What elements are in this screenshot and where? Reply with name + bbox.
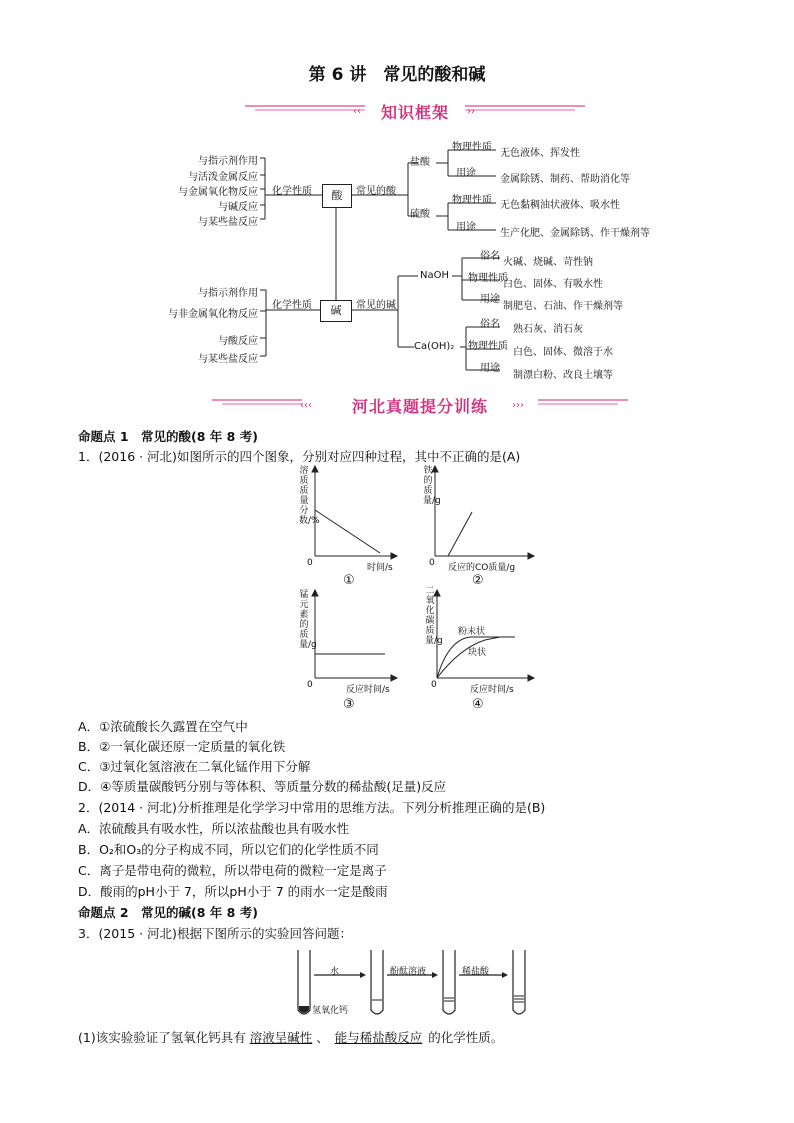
caoh-phys: 白色、固体、微溶于水 — [513, 347, 613, 358]
calcium-hydroxide-label: 氢氧化钙 — [312, 1006, 349, 1016]
base-prop-1: 与指示剂作用 — [198, 288, 258, 299]
g3-ylabel: 锰元素的质量/g — [299, 590, 317, 650]
q1-stem: 1．(2016 · 河北)如图所示的四个图象，分别对应四种过程，其中不正确的是(A) — [78, 449, 521, 464]
g4-number: ④ — [472, 697, 484, 712]
q1-option-b: B．②一氧化碳还原一定质量的氧化铁 — [78, 739, 286, 754]
g1-ylabel: 溶质质量分数/% — [299, 466, 320, 526]
svg-text:››: ›› — [467, 106, 475, 117]
acid-prop-3: 与金属氧化物反应 — [178, 187, 258, 198]
section-1-heading: 命题点 1 常见的酸(8 年 8 考) — [78, 429, 258, 444]
q3-separator: 、 — [316, 1030, 329, 1045]
acid-prop-5: 与某些盐反应 — [198, 217, 258, 228]
g4-series-powder: 粉末状 — [458, 627, 486, 637]
h2so4-phys: 无色黏稠油状液体、吸水性 — [500, 200, 620, 211]
caoh-label: Ca(OH)₂ — [414, 341, 455, 352]
caoh-name-label: 俗名 — [480, 319, 500, 330]
acid-prop-4: 与碱反应 — [218, 202, 258, 213]
svg-text:‹‹‹: ‹‹‹ — [300, 400, 312, 411]
hcl-use-label: 用途 — [456, 168, 476, 179]
q2-option-c: C．离子是带电荷的微粒，所以带电荷的微粒一定是离子 — [78, 863, 387, 878]
g4-xlabel: 反应时间/s — [470, 685, 514, 695]
base-prop-2: 与非金属氧化物反应 — [168, 309, 258, 320]
caoh-name: 熟石灰、消石灰 — [513, 324, 583, 335]
naoh-use: 制肥皂、石油、作干燥剂等 — [503, 301, 623, 312]
q3-blank-1: 溶液呈碱性 — [249, 1030, 313, 1045]
naoh-use-label: 用途 — [480, 294, 500, 305]
h2so4-use-label: 用途 — [456, 222, 476, 233]
g2-xlabel: 反应的CO质量/g — [448, 563, 516, 573]
banner-title: 河北真题提分训练 — [351, 397, 488, 416]
naoh-name-label: 俗名 — [480, 251, 500, 262]
caoh-use-label: 用途 — [480, 363, 500, 374]
caoh-use: 制漂白粉、改良土壤等 — [513, 370, 613, 381]
g2-ylabel: 铁的质量/g — [423, 466, 441, 506]
q3-blank-2: 能与稀盐酸反应 — [334, 1030, 423, 1045]
svg-text:›››: ››› — [512, 400, 524, 411]
q1-option-c: C．③过氧化氢溶液在二氧化锰作用下分解 — [78, 759, 311, 774]
q3-stem: 3．(2015 · 河北)根据下图所示的实验回答问题： — [78, 926, 352, 941]
q2-option-d: D．酸雨的pH小于 7，所以pH小于 7 的雨水一定是酸雨 — [78, 884, 388, 899]
dilute-hcl-label: 稀盐酸 — [462, 967, 490, 977]
caoh-phys-label: 物理性质 — [468, 341, 508, 352]
section-2-heading: 命题点 2 常见的碱(8 年 8 考) — [78, 905, 258, 920]
hcl-phys-label: 物理性质 — [452, 142, 492, 153]
g1-xlabel: 时间/s — [367, 563, 393, 573]
g4-series-lump: 块状 — [468, 648, 487, 658]
base-chem-label: 化学性质 — [272, 300, 312, 311]
naoh-name: 火碱、烧碱、苛性钠 — [503, 257, 593, 268]
g1-number: ① — [343, 573, 355, 588]
naoh-phys-label: 物理性质 — [468, 273, 508, 284]
phenolphthalein-label: 酚酞溶液 — [390, 967, 427, 977]
base-prop-4: 与某些盐反应 — [198, 354, 258, 365]
hcl-label: 盐酸 — [410, 157, 430, 168]
acid-prop-1: 与指示剂作用 — [198, 156, 258, 167]
q3-sub1 — [78, 1028, 503, 1046]
naoh-phys: 白色、固体、有吸水性 — [503, 279, 603, 290]
base-box: 碱 — [320, 300, 352, 322]
hcl-phys: 无色液体、挥发性 — [500, 148, 580, 159]
base-common-label: 常见的碱 — [356, 300, 396, 311]
naoh-label: NaOH — [420, 270, 449, 281]
h2so4-phys-label: 物理性质 — [452, 195, 492, 206]
page-title: 第 6 讲 常见的酸和碱 — [308, 65, 486, 85]
g4-origin: 0 — [431, 680, 437, 690]
g2-origin: 0 — [429, 558, 435, 568]
water-label: 水 — [330, 967, 340, 977]
g4-ylabel: 二氧化碳质量/g — [425, 586, 443, 646]
acid-chem-label: 化学性质 — [272, 186, 312, 197]
h2so4-use: 生产化肥、金属除锈、作干燥剂等 — [500, 228, 650, 239]
q3-sub1-prefix: (1)该实验验证了氢氧化钙具有 — [78, 1030, 246, 1045]
q2-option-b: B．O₂和O₃的分子构成不同，所以它们的化学性质不同 — [78, 842, 379, 857]
h2so4-label: 硫酸 — [410, 209, 430, 220]
acid-prop-2: 与活泼金属反应 — [188, 172, 258, 183]
g3-origin: 0 — [307, 680, 313, 690]
svg-text:‹‹: ‹‹ — [353, 106, 361, 117]
banner-title: 知识框架 — [380, 103, 449, 122]
g1-origin: 0 — [307, 558, 313, 568]
base-prop-3: 与酸反应 — [218, 336, 258, 347]
g2-number: ② — [472, 573, 484, 588]
g3-xlabel: 反应时间/s — [346, 685, 390, 695]
q1-option-a: A．①浓硫酸长久露置在空气中 — [78, 719, 248, 734]
q2-option-a: A．浓硫酸具有吸水性，所以浓盐酸也具有吸水性 — [78, 821, 350, 836]
q2-stem: 2．(2014 · 河北)分析推理是化学学习中常用的思维方法。下列分析推理正确的是(B) — [78, 800, 546, 815]
q3-sub1-suffix: 的化学性质。 — [428, 1030, 504, 1045]
hcl-use: 金属除锈、制药、帮助消化等 — [500, 174, 630, 185]
g3-number: ③ — [343, 697, 355, 712]
acid-common-label: 常见的酸 — [356, 186, 396, 197]
acid-box: 酸 — [322, 184, 352, 208]
q1-option-d: D．④等质量碳酸钙分别与等体积、等质量分数的稀盐酸(足量)反应 — [78, 779, 447, 794]
